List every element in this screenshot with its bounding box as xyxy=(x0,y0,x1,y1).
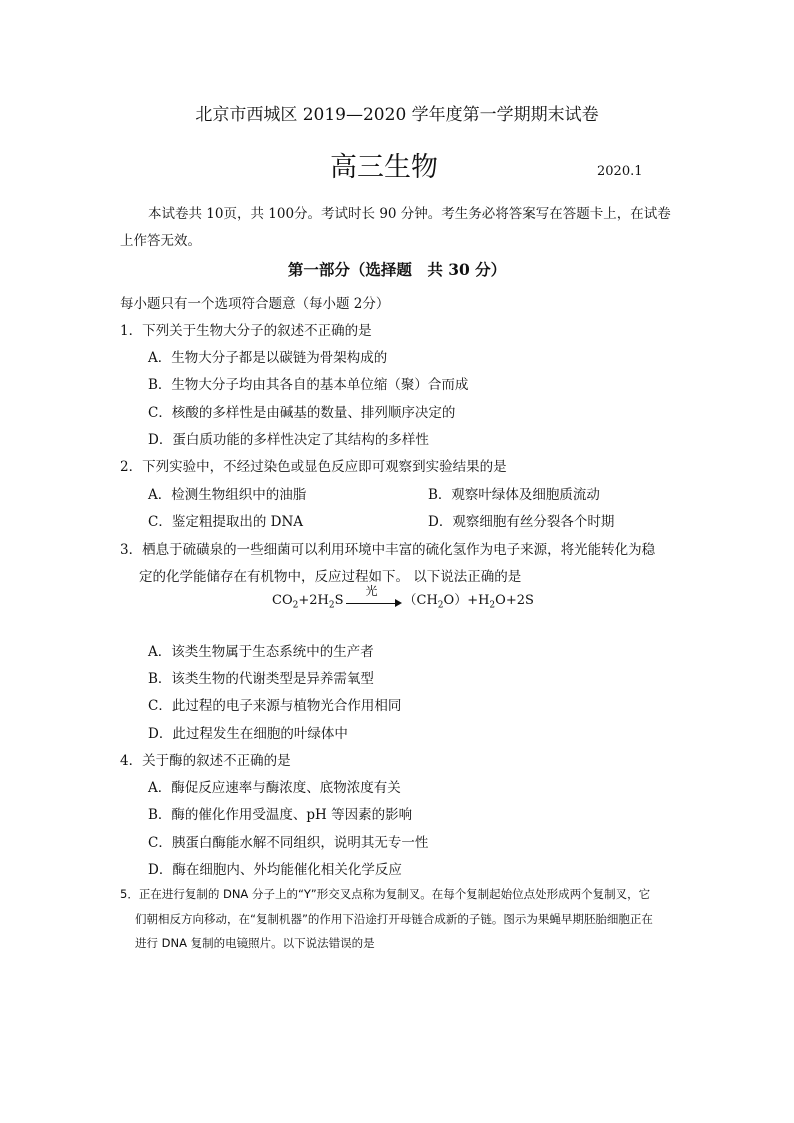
part1-instruction: 每小题只有一个选项符合题意（每小题 2分） xyxy=(120,296,390,312)
q1-option-a: A．生物大分子都是以碳链为骨架构成的 xyxy=(148,350,388,366)
reaction-equation xyxy=(272,584,534,611)
q1-option-c: C．核酸的多样性是由碱基的数量、排列顺序决定的 xyxy=(148,405,456,421)
intro-line-2: 上作答无效。 xyxy=(120,233,201,249)
part1-title: 第一部分（选择题 共 30 分） xyxy=(287,260,507,279)
q4-option-d: D．酶在细胞内、外均能催化相关化学反应 xyxy=(148,862,402,878)
q2-option-d: D．观察细胞有丝分裂各个时期 xyxy=(428,514,615,530)
q2-option-b: B．观察叶绿体及细胞质流动 xyxy=(428,487,600,503)
q4-option-c: C．胰蛋白酶能水解不同组织，说明其无专一性 xyxy=(148,835,429,851)
equation-reactants: $CO_2+2H_2S$ xyxy=(272,593,344,611)
q3-option-a: A．该类生物属于生态系统中的生产者 xyxy=(148,644,374,660)
exam-title: 北京市西城区 2019—2020 学年度第一学期期末试卷 xyxy=(195,105,599,125)
q4-option-a: A．酶促反应速率与酶浓度、底物浓度有关 xyxy=(148,780,401,796)
q3-option-c: C．此过程的电子来源与植物光合作用相同 xyxy=(148,698,402,714)
subject-title: 高三生物 xyxy=(330,152,438,183)
q4-option-b: B．酶的催化作用受温度、pH 等因素的影响 xyxy=(148,807,413,823)
q2-option-c: C．鉴定粗提取出的 DNA xyxy=(148,514,304,530)
q5-line-3: 进行 DNA 复制的电镜照片。以下说法错误的是 xyxy=(135,936,375,950)
q3-stem-line-2: 定的化学能储存在有机物中，反应过程如下。 以下说法正确的是 xyxy=(139,569,522,585)
q4-stem: 4．关于酶的叙述不正确的是 xyxy=(120,753,291,769)
q5-line-2: 们朝相反方向移动，在“复制机器”的作用下沿途打开母链合成新的子链。图示为果蝇早期胚胎细胞正在 xyxy=(135,912,653,926)
equation-products: $(CH_2O)+H_2O+2S$ xyxy=(403,593,534,611)
q5-line-1: 5．正在进行复制的 DNA 分子上的“Y”形交叉点称为复制叉。在每个复制起始位点处形成两个复制叉，它 xyxy=(120,887,651,901)
reaction-condition: 光 xyxy=(365,584,378,598)
q1-option-d: D．蛋白质功能的多样性决定了其结构的多样性 xyxy=(148,432,429,448)
intro-line-1: 本试卷共 10页，共 100分。考试时长 90 分钟。考生务必将答案写在答题卡上，在试卷 xyxy=(148,206,671,222)
q3-option-d: D．此过程发生在细胞的叶绿体中 xyxy=(148,726,348,742)
reaction-arrow xyxy=(346,584,402,608)
q3-stem-line-1: 3．栖息于硫磺泉的一些细菌可以利用环境中丰富的硫化氢作为电子来源，将光能转化为稳 xyxy=(120,542,656,558)
q3-option-b: B．该类生物的代谢类型是异养需氧型 xyxy=(148,671,374,687)
exam-date: 2020.1 xyxy=(597,164,643,179)
q2-stem: 2．下列实验中，不经过染色或显色反应即可观察到实验结果的是 xyxy=(120,459,507,475)
q2-option-a: A．检测生物组织中的油脂 xyxy=(148,487,307,503)
q1-stem: 1．下列关于生物大分子的叙述不正确的是 xyxy=(120,323,372,339)
q1-option-b: B．生物大分子均由其各自的基本单位缩（聚）合而成 xyxy=(148,377,469,393)
